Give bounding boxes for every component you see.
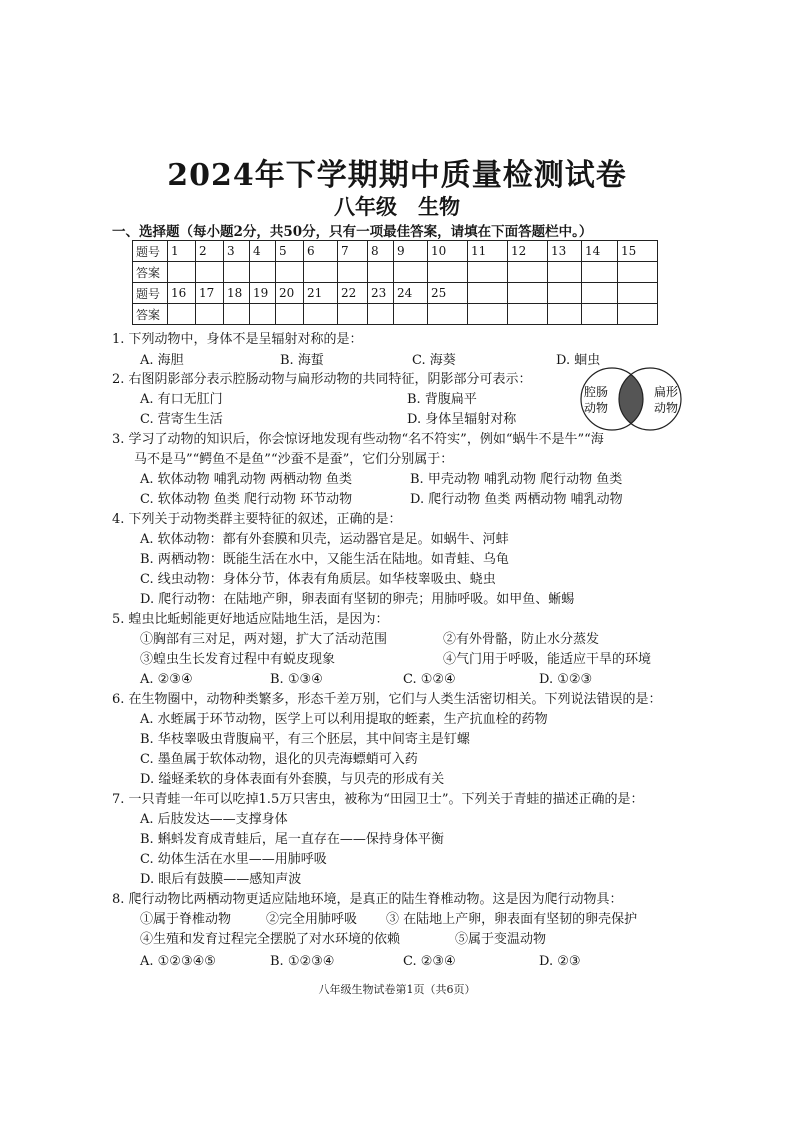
q4-option-d: D. 爬行动物：在陆地产卵，卵表面有坚韧的卵壳；用肺呼吸。如甲鱼、蜥蜴 xyxy=(140,592,575,607)
answer-table-number-row xyxy=(133,283,658,304)
question-number-cell xyxy=(582,283,618,304)
answer-cell[interactable] xyxy=(196,304,224,325)
answer-cell xyxy=(508,304,548,325)
answer-cell[interactable] xyxy=(428,304,468,325)
page-footer: 八年级生物试卷第1页（共6页） xyxy=(318,983,476,996)
q8-item-3: ③ 在陆地上产卵，卵表面有坚韧的卵壳保护 xyxy=(386,912,638,927)
question-number-cell: 5 xyxy=(276,241,304,262)
answer-cell[interactable] xyxy=(394,304,428,325)
q5-option-b: B. ①③④ xyxy=(270,672,323,687)
answer-table-number-row xyxy=(133,241,658,262)
question-number-cell: 25 xyxy=(428,283,468,304)
q3-option-c: C. 软体动物 鱼类 爬行动物 环节动物 xyxy=(140,492,353,507)
question-4-stem: 4. 下列关于动物类群主要特征的叙述，正确的是： xyxy=(112,512,402,527)
q2-option-c: C. 营寄生生活 xyxy=(140,412,223,427)
q7-option-a: A. 后肢发达——支撑身体 xyxy=(140,812,288,827)
q8-option-c: C. ②③④ xyxy=(403,954,456,969)
answer-cell[interactable] xyxy=(224,304,250,325)
question-number-cell: 22 xyxy=(338,283,368,304)
q6-option-b: B. 华枝睾吸虫背腹扁平，有三个胚层，其中间寄主是钉螺 xyxy=(140,732,470,747)
q5-item-2: ②有外骨骼，防止水分蒸发 xyxy=(443,632,600,647)
row-label: 题号 xyxy=(133,283,168,304)
answer-cell[interactable] xyxy=(250,262,276,283)
q2-option-d: D. 身体呈辐射对称 xyxy=(407,412,517,427)
answer-table xyxy=(132,240,658,325)
q5-option-c: C. ①②④ xyxy=(403,672,456,687)
answer-cell[interactable] xyxy=(276,262,304,283)
question-number-cell xyxy=(618,283,658,304)
q1-option-d: D. 蛔虫 xyxy=(556,353,601,368)
question-number-cell: 15 xyxy=(618,241,658,262)
answer-cell[interactable] xyxy=(224,262,250,283)
q1-option-c: C. 海葵 xyxy=(412,353,456,368)
question-number-cell: 1 xyxy=(168,241,196,262)
question-number-cell: 14 xyxy=(582,241,618,262)
answer-cell[interactable] xyxy=(582,262,618,283)
section1-heading: 一、选择题（每小题2分，共50分，只有一项最佳答案，请填在下面答题栏中。） xyxy=(112,224,593,240)
question-number-cell: 23 xyxy=(368,283,394,304)
answer-cell[interactable] xyxy=(338,262,368,283)
question-number-cell: 10 xyxy=(428,241,468,262)
question-number-cell: 4 xyxy=(250,241,276,262)
answer-cell[interactable] xyxy=(468,262,508,283)
answer-cell[interactable] xyxy=(196,262,224,283)
question-number-cell xyxy=(468,283,508,304)
question-number-cell: 6 xyxy=(304,241,338,262)
q4-option-b: B. 两栖动物：既能生活在水中，又能生活在陆地。如青蛙、乌龟 xyxy=(140,552,509,567)
q8-option-d: D. ②③ xyxy=(539,954,581,969)
answer-cell[interactable] xyxy=(618,262,658,283)
question-3-stem-line2: 马不是马”“鳄鱼不是鱼”“沙蚕不是蚕”，它们分别属于： xyxy=(134,452,454,467)
question-8-stem: 8. 爬行动物比两栖动物更适应陆地环境，是真正的陆生脊椎动物。这是因为爬行动物具： xyxy=(112,892,623,907)
question-number-cell: 24 xyxy=(394,283,428,304)
answer-table-answer-row xyxy=(133,304,658,325)
q1-option-a: A. 海胆 xyxy=(140,353,184,368)
question-number-cell: 19 xyxy=(250,283,276,304)
q6-option-a: A. 水蛭属于环节动物，医学上可以利用提取的蛭素，生产抗血栓的药物 xyxy=(140,712,548,727)
answer-cell[interactable] xyxy=(276,304,304,325)
venn-left-label-2: 动物 xyxy=(583,401,609,415)
question-7-stem: 7. 一只青蛙一年可以吃掉1.5万只害虫，被称为“田园卫士”。下列关于青蛙的描述正确的是： xyxy=(112,792,644,807)
answer-cell[interactable] xyxy=(548,262,582,283)
q1-option-b: B. 海蜇 xyxy=(280,353,324,368)
row-label: 答案 xyxy=(133,304,168,325)
question-number-cell: 12 xyxy=(508,241,548,262)
answer-cell[interactable] xyxy=(428,262,468,283)
q3-option-b: B. 甲壳动物 哺乳动物 爬行动物 鱼类 xyxy=(410,472,623,487)
question-1-stem: 1. 下列动物中，身体不是呈辐射对称的是： xyxy=(112,332,363,347)
venn-right-label-2: 动物 xyxy=(653,401,679,415)
question-number-cell: 9 xyxy=(394,241,428,262)
question-number-cell: 20 xyxy=(276,283,304,304)
row-label: 答案 xyxy=(133,262,168,283)
q3-option-a: A. 软体动物 哺乳动物 两栖动物 鱼类 xyxy=(140,472,353,487)
q7-option-c: C. 幼体生活在水里——用肺呼吸 xyxy=(140,852,327,867)
q2-option-b: B. 背腹扁平 xyxy=(407,392,477,407)
answer-cell[interactable] xyxy=(394,262,428,283)
q4-option-c: C. 线虫动物：身体分节，体表有角质层。如华枝睾吸虫、蛲虫 xyxy=(140,572,496,587)
question-number-cell: 21 xyxy=(304,283,338,304)
question-number-cell: 17 xyxy=(196,283,224,304)
q6-option-d: D. 缢蛏柔软的身体表面有外套膜，与贝壳的形成有关 xyxy=(140,772,445,787)
exam-title: 2024年下学期期中质量检测试卷 xyxy=(167,158,627,193)
question-number-cell xyxy=(548,283,582,304)
venn-right-label-1: 扁形 xyxy=(653,385,679,399)
answer-cell xyxy=(618,304,658,325)
answer-table-answer-row xyxy=(133,262,658,283)
answer-cell[interactable] xyxy=(304,304,338,325)
question-6-stem: 6. 在生物圈中，动物种类繁多，形态千差万别，它们与人类生活密切相关。下列说法错误的是： xyxy=(112,692,662,707)
answer-cell[interactable] xyxy=(368,262,394,283)
question-number-cell: 8 xyxy=(368,241,394,262)
question-3-stem-line1: 3. 学习了动物的知识后，你会惊讶地发现有些动物“名不符实”，例如“蜗牛不是牛”“海 xyxy=(112,432,604,447)
exam-subtitle: 八年级 生物 xyxy=(334,194,460,219)
question-2-stem: 2. 右图阴影部分表示腔肠动物与扁形动物的共同特征，阴影部分可表示： xyxy=(112,372,532,387)
q6-option-c: C. 墨鱼属于软体动物，退化的贝壳海螵蛸可入药 xyxy=(140,752,418,767)
q5-item-1: ①胸部有三对足，两对翅，扩大了活动范围 xyxy=(140,632,388,647)
q4-option-a: A. 软体动物：都有外套膜和贝壳，运动器官是足。如蜗牛、河蚌 xyxy=(140,532,509,547)
venn-diagram xyxy=(572,366,690,432)
answer-cell[interactable] xyxy=(250,304,276,325)
q8-item-1: ①属于脊椎动物 xyxy=(140,912,232,927)
question-number-cell: 11 xyxy=(468,241,508,262)
answer-cell[interactable] xyxy=(338,304,368,325)
question-number-cell: 16 xyxy=(168,283,196,304)
q7-option-d: D. 眼后有鼓膜——感知声波 xyxy=(140,872,302,887)
row-label: 题号 xyxy=(133,241,168,262)
question-number-cell: 18 xyxy=(224,283,250,304)
q8-option-a: A. ①②③④⑤ xyxy=(140,954,216,969)
q5-item-3: ③蝗虫生长发育过程中有蜕皮现象 xyxy=(140,652,336,667)
q3-option-d: D. 爬行动物 鱼类 两栖动物 哺乳动物 xyxy=(410,492,623,507)
q8-item-5: ⑤属于变温动物 xyxy=(455,932,547,947)
answer-cell[interactable] xyxy=(508,262,548,283)
question-number-cell: 13 xyxy=(548,241,582,262)
q5-option-a: A. ②③④ xyxy=(140,672,193,687)
question-5-stem: 5. 蝗虫比蚯蚓能更好地适应陆地生活，是因为： xyxy=(112,612,389,627)
question-number-cell xyxy=(508,283,548,304)
q7-option-b: B. 蝌蚪发育成青蛙后，尾一直存在——保持身体平衡 xyxy=(140,832,444,847)
answer-cell xyxy=(468,304,508,325)
answer-cell[interactable] xyxy=(168,262,196,283)
answer-cell xyxy=(548,304,582,325)
q8-item-2: ②完全用肺呼吸 xyxy=(266,912,358,927)
q8-item-4: ④生殖和发育过程完全摆脱了对水环境的依赖 xyxy=(140,932,401,947)
question-number-cell: 2 xyxy=(196,241,224,262)
q8-option-b: B. ①②③④ xyxy=(270,954,335,969)
q5-option-d: D. ①②③ xyxy=(539,672,593,687)
venn-left-label-1: 腔肠 xyxy=(583,385,609,399)
answer-cell[interactable] xyxy=(368,304,394,325)
answer-cell[interactable] xyxy=(304,262,338,283)
q5-item-4: ④气门用于呼吸，能适应干旱的环境 xyxy=(443,652,652,667)
question-number-cell: 7 xyxy=(338,241,368,262)
q2-option-a: A. 有口无肛门 xyxy=(140,392,223,407)
question-number-cell: 3 xyxy=(224,241,250,262)
answer-cell xyxy=(582,304,618,325)
answer-cell[interactable] xyxy=(168,304,196,325)
